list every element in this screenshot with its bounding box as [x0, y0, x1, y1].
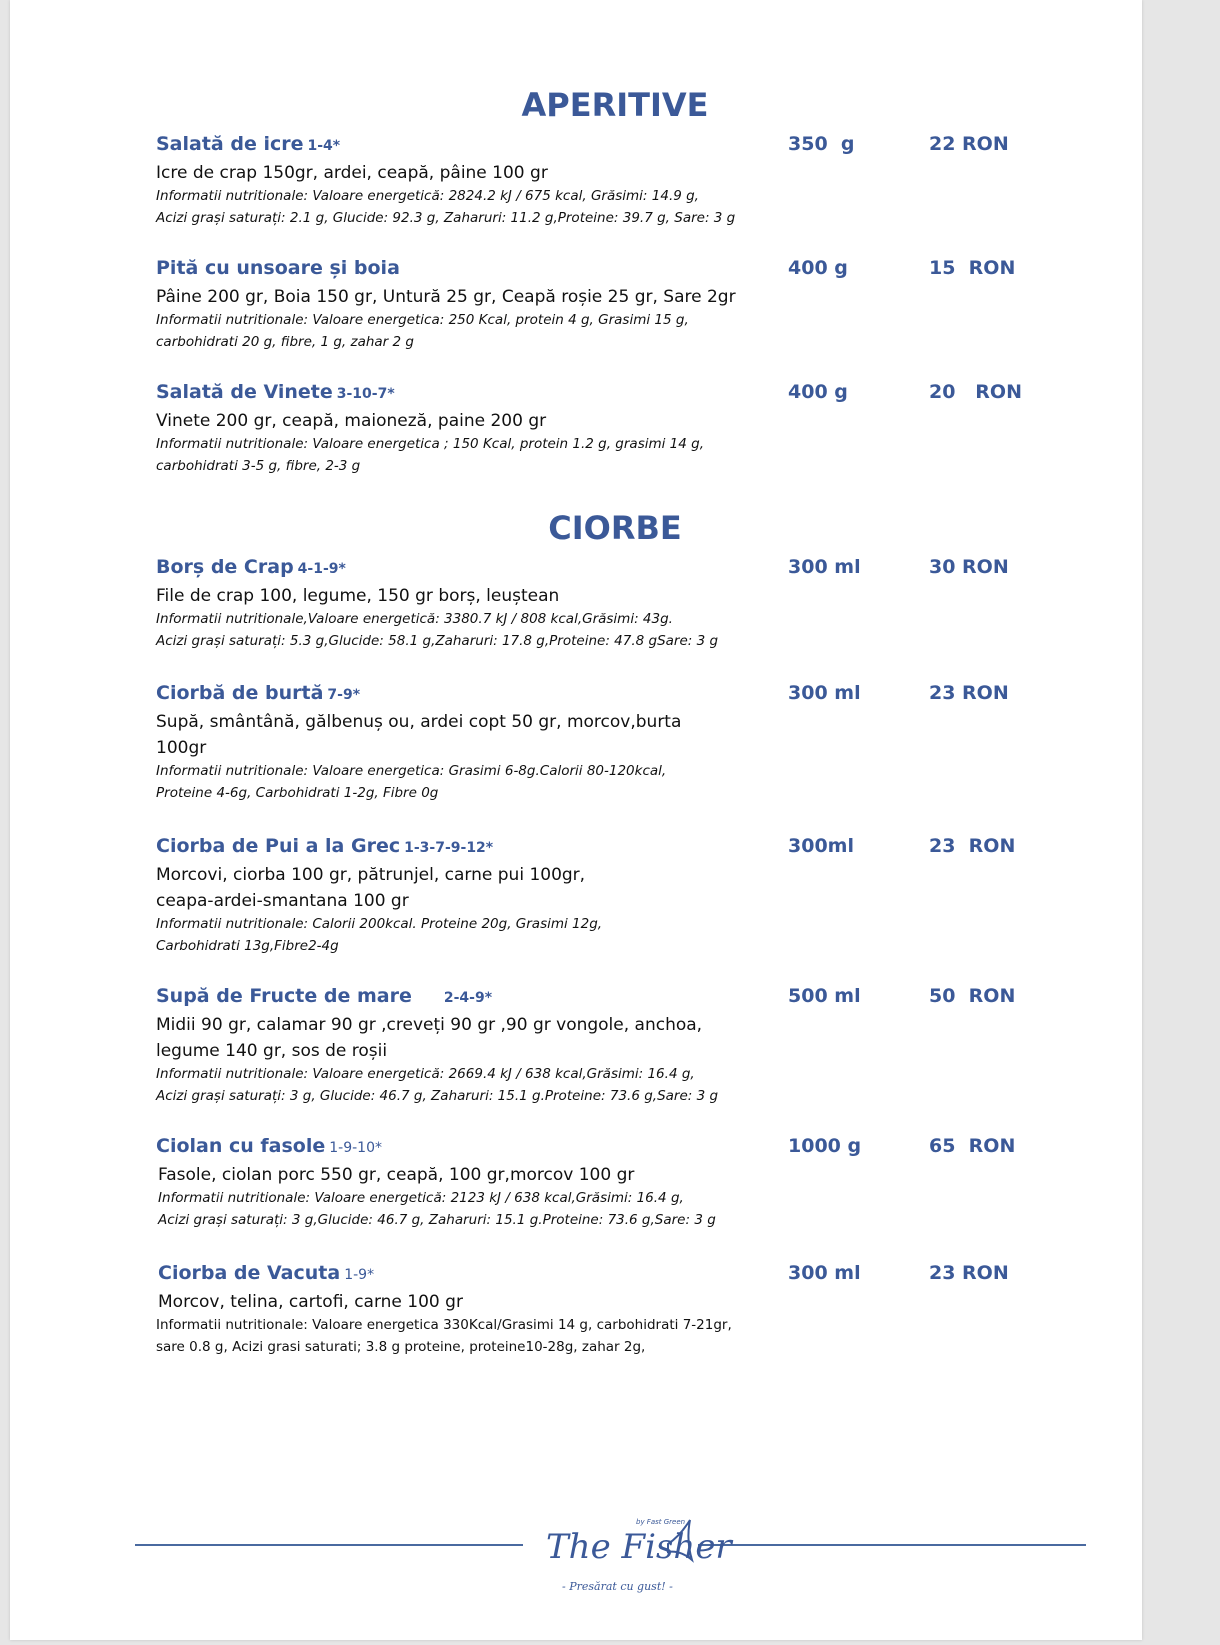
item-allergens: 7-9* — [327, 687, 361, 703]
menu-item — [156, 833, 1056, 957]
item-nutrition-line: Informatii nutritionale: Valoare energetica ; 150 Kcal, protein 1.2 g, grasimi 14 g, — [156, 436, 705, 452]
item-allergens: 4-1-9* — [297, 561, 346, 577]
section-title-ciorbe: CIORBE — [548, 509, 682, 547]
item-price: 30 RON — [929, 556, 1009, 578]
menu-item — [156, 255, 1056, 353]
item-nutrition-line: Informatii nutritionale: Valoare energetică: 2669.4 kJ / 638 kcal,Grăsimi: 16.4 g, — [156, 1066, 695, 1082]
the-fisher-logo — [540, 1500, 732, 1596]
item-allergens: 1-4* — [307, 138, 341, 154]
item-nutrition-line: Proteine 4-6g, Carbohidrati 1-2g, Fibre 0g — [156, 784, 439, 801]
logo-text: The Fisher — [546, 1527, 732, 1567]
item-price: 23 RON — [929, 682, 1009, 704]
item-price: 15 RON — [929, 257, 1016, 279]
item-nutrition-line: Informatii nutritionale: Valoare energetica 330Kcal/Grasimi 14 g, carbohidrati 7-21gr, — [156, 1317, 732, 1333]
item-nutrition-line: Informatii nutritionale: Valoare energetică: 2824.2 kJ / 675 kcal, Grăsimi: 14.9 g, — [156, 188, 699, 204]
item-nutrition-line: Informatii nutritionale: Calorii 200kcal. Proteine 20g, Grasimi 12g, — [156, 916, 603, 932]
item-quantity: 1000 g — [788, 1135, 862, 1157]
item-description: Morcovi, ciorba 100 gr, pătrunjel, carne pui 100gr, — [156, 865, 586, 885]
item-price: 65 RON — [929, 1135, 1016, 1157]
item-nutrition-line: Acizi grași saturați: 3 g,Glucide: 46.7 g, Zaharuri: 15.1 g.Proteine: 73.6 g,Sare: 3 g — [158, 1211, 716, 1228]
item-quantity: 300 ml — [788, 682, 861, 704]
item-description: Pâine 200 gr, Boia 150 gr, Untură 25 gr, Ceapă roșie 25 gr, Sare 2gr — [156, 287, 736, 307]
item-description: Icre de crap 150gr, ardei, ceapă, pâine 100 gr — [156, 163, 548, 183]
section-title-aperitive: APERITIVE — [521, 86, 709, 124]
item-nutrition-line: Acizi grași saturați: 5.3 g,Glucide: 58.1 g,Zaharuri: 17.8 g,Proteine: 47.8 gSare: 3 g — [156, 632, 719, 649]
item-description: Midii 90 gr, calamar 90 gr ,creveți 90 gr ,90 gr vongole, anchoa, — [156, 1015, 703, 1035]
menu-item — [156, 983, 1056, 1107]
item-nutrition-line: sare 0.8 g, Acizi grasi saturati; 3.8 g proteine, proteine10-28g, zahar 2g, — [156, 1338, 646, 1355]
item-name: Ciolan cu fasole — [156, 1135, 326, 1157]
item-price: 20 RON — [929, 381, 1022, 403]
item-name: Salată de icre — [156, 133, 304, 155]
item-nutrition-line: Carbohidrati 13g,Fibre2-4g — [156, 937, 339, 954]
item-nutrition-line: carbohidrati 20 g, fibre, 1 g, zahar 2 g — [156, 333, 414, 350]
item-name: Supă de Fructe de mare — [156, 985, 412, 1007]
item-nutrition-line: Informatii nutritionale: Valoare energetică: 2123 kJ / 638 kcal,Grăsimi: 16.4 g, — [158, 1190, 684, 1206]
item-name: Salată de Vinete — [156, 381, 333, 403]
item-price: 23 RON — [929, 1262, 1009, 1284]
item-name: Pită cu unsoare și boia — [156, 257, 400, 279]
item-name: Ciorba de Pui a la Grec — [156, 835, 401, 857]
item-description: File de crap 100, legume, 150 gr borș, leuștean — [156, 586, 560, 606]
item-quantity: 300ml — [788, 835, 854, 857]
menu-item — [156, 131, 1056, 229]
item-nutrition-line: Informatii nutritionale,Valoare energetică: 3380.7 kJ / 808 kcal,Grăsimi: 43g. — [156, 611, 673, 627]
item-name: Ciorbă de burtă — [156, 682, 324, 704]
item-nutrition-line: Informatii nutritionale: Valoare energetica: 250 Kcal, protein 4 g, Grasimi 15 g, — [156, 312, 689, 328]
item-allergens: 2-4-9* — [443, 990, 493, 1006]
menu-page — [10, 0, 1142, 1640]
item-description-cont: legume 140 gr, sos de roșii — [156, 1041, 388, 1061]
footer-divider-left — [135, 1544, 523, 1546]
item-allergens: 1-9* — [344, 1267, 375, 1283]
item-price: 22 RON — [929, 133, 1009, 155]
item-description-cont: ceapa-ardei-smantana 100 gr — [156, 891, 409, 911]
item-description-cont: 100gr — [156, 738, 207, 758]
item-quantity: 500 ml — [788, 985, 861, 1007]
item-quantity: 400 g — [788, 381, 848, 403]
menu-item — [156, 379, 1056, 477]
item-name: Ciorba de Vacuta — [158, 1262, 341, 1284]
item-nutrition-line: Acizi grași saturați: 2.1 g, Glucide: 92.3 g, Zaharuri: 11.2 g,Proteine: 39.7 g, Sare: 3 g — [156, 209, 736, 226]
item-quantity: 350 g — [788, 133, 855, 155]
menu-item — [156, 680, 1056, 804]
item-nutrition-line: carbohidrati 3-5 g, fibre, 2-3 g — [156, 457, 361, 474]
item-allergens: 3-10-7* — [336, 386, 395, 402]
item-quantity: 300 ml — [788, 1262, 861, 1284]
item-quantity: 300 ml — [788, 556, 861, 578]
item-nutrition-line: Acizi grași saturați: 3 g, Glucide: 46.7 g, Zaharuri: 15.1 g.Proteine: 73.6 g,Sare: 3 g — [156, 1087, 719, 1104]
logo-tagline: - Presărat cu gust! - — [562, 1580, 673, 1593]
item-allergens: 1-9-10* — [329, 1140, 382, 1156]
footer-divider-right — [698, 1544, 1086, 1546]
item-allergens: 1-3-7-9-12* — [404, 840, 494, 856]
item-description: Morcov, telina, cartofi, carne 100 gr — [158, 1292, 463, 1312]
menu-item — [156, 1133, 1056, 1231]
menu-item — [156, 554, 1056, 652]
item-description: Supă, smântână, gălbenuș ou, ardei copt 50 gr, morcov,burta — [156, 712, 682, 732]
menu-item — [156, 1260, 1056, 1358]
logo-by-text: by Fast Green — [636, 1518, 686, 1526]
item-nutrition-line: Informatii nutritionale: Valoare energetica: Grasimi 6-8g.Calorii 80-120kcal, — [156, 763, 667, 779]
item-price: 23 RON — [929, 835, 1016, 857]
item-description: Vinete 200 gr, ceapă, maioneză, paine 200 gr — [156, 411, 547, 431]
item-name: Borș de Crap — [156, 556, 294, 578]
item-description: Fasole, ciolan porc 550 gr, ceapă, 100 gr,morcov 100 gr — [158, 1165, 635, 1185]
item-price: 50 RON — [929, 985, 1016, 1007]
item-quantity: 400 g — [788, 257, 848, 279]
